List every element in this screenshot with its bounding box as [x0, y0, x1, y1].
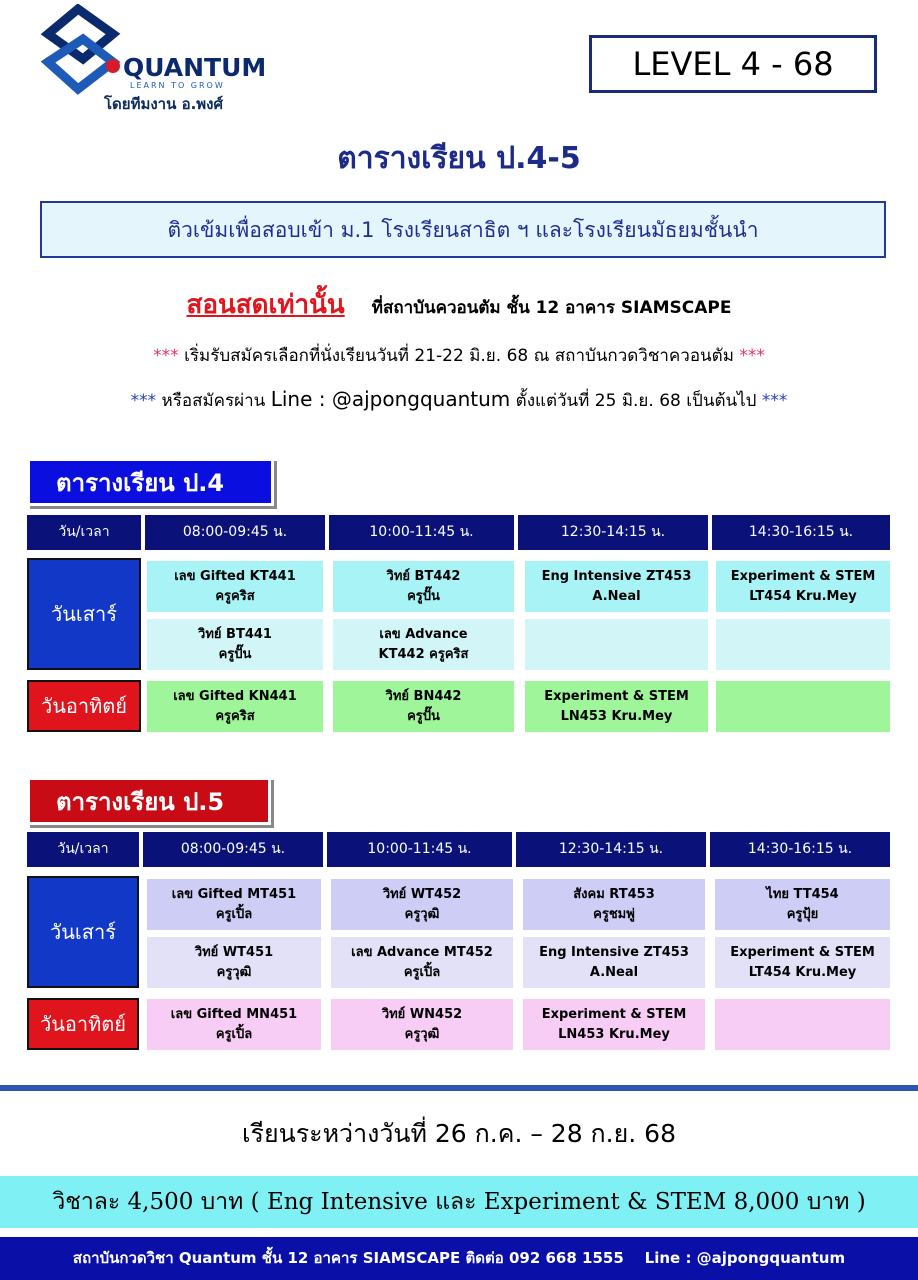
cell-text: วิทย์ WT451	[194, 944, 274, 960]
registration-note-text: เริ่มรับสมัครเลือกที่นั่งเรียนวันที่ 21-22 มิ.ย. 68 ณ สถาบันกวดวิชาควอนตัม	[184, 346, 734, 366]
cell-text: ครูคริส	[215, 588, 255, 604]
subtitle-banner: ติวเข้มเพื่อสอบเข้า ม.1 โรงเรียนสาธิต ฯ และโรงเรียนมัธยมชั้นนำ	[40, 201, 886, 258]
p5-sat-slot2	[331, 879, 513, 930]
line-register-note	[0, 387, 918, 414]
p4-sat-slot4	[716, 561, 890, 612]
logo-tagline: LEARN TO GROW	[130, 81, 225, 90]
logo-subtitle: โดยทีมงาน อ.พงศ์	[104, 95, 224, 113]
registration-note	[0, 342, 918, 369]
p5-sun-slot1	[147, 999, 321, 1050]
p5-sat-slot1	[147, 879, 321, 930]
p4-sun-slot1	[147, 681, 323, 732]
study-period: เรียนระหว่างวันที่ 26 ก.ค. – 28 ก.ย. 68	[242, 1119, 676, 1148]
stars-left: ***	[153, 346, 179, 366]
cell-text: เลข Gifted KN441	[173, 688, 297, 704]
cell-text: A.Neal	[592, 588, 641, 604]
cell-text: LN453 Kru.Mey	[560, 708, 673, 724]
cell-text: ครูชมพู่	[593, 906, 635, 922]
p5-day-saturday: วันเสาร์	[27, 876, 139, 988]
cell-text: วิทย์ WN452	[381, 1006, 463, 1022]
stars-right: ***	[739, 346, 765, 366]
p5-sat-slot4	[715, 879, 890, 930]
cell-text: เลข Gifted MT451	[171, 886, 297, 902]
cell-text: KT442 ครูคริส	[378, 646, 469, 662]
stars-left: ***	[130, 391, 157, 411]
price-banner: วิชาละ 4,500 บาท ( Eng Intensive และ Experiment & STEM 8,000 บาท )	[0, 1176, 918, 1228]
cell-text: ครูปั๊น	[407, 588, 440, 604]
p5-header-slot4: 14:30-16:15 น.	[710, 832, 890, 867]
cell-text: ครูวุฒิ	[216, 964, 252, 980]
p4-sat-slot3	[525, 561, 708, 612]
p5-sun-slot3	[523, 999, 705, 1050]
cell-text: Experiment & STEM	[730, 568, 876, 584]
cell-text: Experiment & STEM	[544, 688, 689, 704]
level-badge: LEVEL 4 - 68	[589, 35, 877, 93]
cell-text: Experiment & STEM	[541, 1006, 687, 1022]
cell-text: วิทย์ BT441	[198, 626, 272, 642]
p4-sat2-slot1	[147, 619, 323, 670]
p4-header-slot1: 08:00-09:45 น.	[145, 515, 325, 550]
cell-text: LT454 Kru.Mey	[748, 964, 857, 980]
cell-text: Experiment & STEM	[730, 944, 875, 960]
p4-day-sunday: วันอาทิตย์	[27, 680, 141, 732]
cell-text: ครูเปิ้ล	[403, 964, 441, 980]
cell-text: ครูเปิ้ล	[215, 1026, 253, 1042]
p4-day-saturday: วันเสาร์	[27, 558, 141, 670]
live-class-row	[0, 284, 918, 325]
cell-text: ครูปั๊น	[407, 708, 440, 724]
live-only-label: สอนสดเท่านั้น	[186, 290, 345, 320]
p4-header-slot2: 10:00-11:45 น.	[329, 515, 514, 550]
p4-sat2-slot4	[716, 619, 890, 670]
p4-sun-slot2	[333, 681, 514, 732]
quantum-logo-mark-icon	[38, 4, 268, 104]
p4-sat-slot2	[333, 561, 514, 612]
p5-sat2-slot3	[523, 937, 705, 988]
cell-text: ครูวุฒิ	[404, 906, 440, 922]
line-id: Line : @ajpongquantum	[270, 387, 511, 411]
cell-text: ครูวุฒิ	[404, 1026, 440, 1042]
line-note-pre: หรือสมัครผ่าน	[161, 391, 266, 411]
cell-text: ครูปั๊น	[218, 646, 252, 662]
p5-header-day: วัน/เวลา	[27, 832, 139, 867]
p5-header-slot2: 10:00-11:45 น.	[327, 832, 512, 867]
contact-footer: สถาบันกวดวิชา Quantum ชั้น 12 อาคาร SIAMSCAPE ติดต่อ 092 668 1555 Line : @ajpongquantum	[0, 1237, 918, 1280]
p5-schedule-title: ตารางเรียน ป.5	[27, 777, 271, 825]
cell-text: ครูเปิ้ล	[215, 906, 253, 922]
location-text: ที่สถาบันควอนตัม ชั้น 12 อาคาร SIAMSCAPE	[371, 298, 732, 318]
line-note-post: ตั้งแต่วันที่ 25 มิ.ย. 68 เป็นต้นไป	[515, 391, 757, 411]
p5-header-slot3: 12:30-14:15 น.	[516, 832, 706, 867]
p4-sat-slot1	[147, 561, 323, 612]
logo-brand: QUANTUM	[123, 53, 267, 82]
cell-text: LN453 Kru.Mey	[558, 1026, 670, 1042]
cell-text: Eng Intensive ZT453	[539, 944, 689, 960]
cell-text: วิทย์ WT452	[382, 886, 462, 902]
p4-sun-slot4	[716, 681, 890, 732]
p4-sat2-slot3	[525, 619, 708, 670]
cell-text: วิทย์ BN442	[385, 688, 462, 704]
p5-sat-slot3	[523, 879, 705, 930]
p5-sat2-slot1	[147, 937, 321, 988]
cell-text: A.Neal	[589, 964, 639, 980]
cell-text: วิทย์ BT442	[386, 568, 461, 584]
p5-header-slot1: 08:00-09:45 น.	[143, 832, 323, 867]
cell-text: Eng Intensive ZT453	[541, 568, 692, 584]
cell-text: ครูคริส	[215, 708, 255, 724]
cell-text: เลข Advance MT452	[351, 944, 493, 960]
p4-header-slot4: 14:30-16:15 น.	[712, 515, 890, 550]
divider	[0, 1085, 918, 1091]
stars-right: ***	[761, 391, 788, 411]
cell-text: เลข Advance	[379, 626, 468, 642]
p4-schedule-title: ตารางเรียน ป.4	[27, 458, 274, 506]
p5-sun-slot2	[331, 999, 513, 1050]
p5-day-sunday: วันอาทิตย์	[27, 998, 139, 1050]
p5-sat2-slot4	[715, 937, 890, 988]
cell-text: สังคม RT453	[573, 886, 655, 902]
p5-sat2-slot2	[331, 937, 513, 988]
p4-header-day: วัน/เวลา	[27, 515, 141, 550]
p4-header-slot3: 12:30-14:15 น.	[518, 515, 708, 550]
cell-text: ไทย TT454	[766, 886, 839, 902]
cell-text: เลข Gifted KT441	[174, 568, 296, 584]
cell-text: LT454 Kru.Mey	[749, 588, 857, 604]
cell-text: ครูปุ้ย	[786, 906, 819, 922]
p4-sun-slot3	[525, 681, 708, 732]
p4-sat2-slot2	[333, 619, 514, 670]
cell-text: เลข Gifted MN451	[170, 1006, 298, 1022]
page-title: ตารางเรียน ป.4-5	[337, 141, 581, 176]
p5-sun-slot4	[715, 999, 890, 1050]
